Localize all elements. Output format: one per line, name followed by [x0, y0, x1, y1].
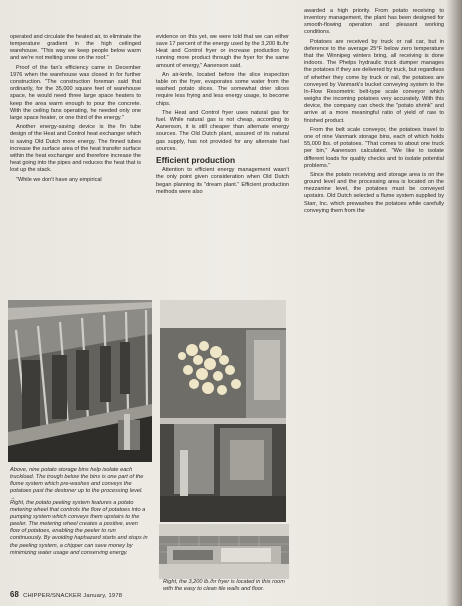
publication-info: CHIPPER/SNACKER January, 1978 — [23, 593, 123, 599]
photo-caption: Above, nine potato storage bins help isolate each truckload. The trough below the bins is one part of the flume system which pre-washes and conveys the potatoes past the destoner up to the processing level. → — [10, 467, 144, 502]
page-number: 68 — [10, 590, 20, 599]
fryer-room-photo — [159, 524, 289, 579]
paragraph: From the belt scale conveyor, the potatoes travel to one of nine Vanmark storage bins, each of which holds 55,000 lbs. of potatoes. "That comes to about one truck per bin," Aanenson calculated. "We like to isolate different loads for quality checks and to isolate potential problems." — [304, 126, 444, 169]
paragraph: An air-knife, located before the slice inspection table on the fryer, evaporates some water from the washed potato slices. The somewhat drier slices require less frying and less energy usage, to become chips. — [156, 71, 289, 107]
paragraph: The Heat and Control fryer uses natural gas for fuel. While natural gas is not cheap, according to Aanenson, it is still cheaper than alternate energy sources. The Old Dutch plant, assured of its natural gas supply, has not provided for any alternate fuel sources. — [156, 109, 289, 152]
paragraph: awarded a high priority. From potato receiving to inventory management, the plant has been designed for smooth-flowing operation and pleasant working conditions. — [304, 8, 444, 36]
text-column-3 — [304, 8, 444, 217]
paragraph: Since the potato receiving and storage area is on the ground level and the processing area is located on the mezzanine level, the potatoes must be conveyed upstairs. Old Dutch selected a flume system supplied by Starr, Inc. which prewashes the potatoes while carefully conveying them from the — [304, 172, 444, 214]
paragraph: operated and circulate the heated air, to eliminate the temperature gradient in the high ceilinged warehouse. "This way we keep people below warm and we're not melting snow on the roof." — [10, 34, 141, 62]
photo-caption: Right, the potato peeling system features a potato metering wheel that controls the flow of potatoes into a pumping system which conveys them upstairs to the peeler. The metering wheel creates a positive, even flow of potatoes, enabling the peeler to run continuously. By avoiding haphazard starts and stops in the peeling system, a chipper can save money by minimizing water usage and conserving energy. — [10, 500, 148, 556]
storage-bins-photo — [8, 300, 152, 462]
paragraph: "While we don't have any empirical — [16, 176, 102, 183]
paragraph: Potatoes are received by truck or rail car, but in deference to the average 25°F below zero temperature that the Winnipeg winters bring, all receiving is done indoors. The Phelps hydraulic truck dumper manages the potatoes if they are delivered by truck, but regardless of whether they come by truck or rail, the potatoes are conveyed by Vanmark's bucket conveying system to the In-Flow Resometric belt-type scale conveyor which weighs the incoming potatoes very accurately. With this device, the company can check the "potato shrink" and arrive at a more meaningful ratio of yield of raw to finished product. — [304, 38, 444, 124]
binding-shadow — [446, 0, 462, 606]
text-column-1 — [10, 34, 141, 186]
page-footer — [10, 590, 122, 599]
paragraph: Proof of the fan's efficiency came in December 1976 when the warehouse was closed in for further construction. "The construction foreman said that ordinarily, for the 35,000 square feet of warehouse space, he would need three large space heaters to keep the area warm enough to pour the concrete. With the ceiling fans operating, he needed only one large space heater, or one third of the energy." — [10, 64, 141, 121]
photo-caption: Right, the 3,200 lb./hr fryer is located in this room with the easy to clean tile walls and floor. — [163, 579, 285, 593]
peeling-system-photo — [160, 300, 286, 522]
text-column-2 — [156, 34, 289, 198]
section-heading: Efficient production — [156, 155, 236, 166]
paragraph: Attention to efficient energy management wasn't the only point given consideration when Old Dutch began planning its "dream plant." Efficient production methods were also — [156, 167, 289, 195]
paragraph: Another energy-saving device is the fin tube design of the Heat and Control heat exchanger which is saving Old Dutch more energy. The finned tubes increase the surface area of the heat transfer surface within the heat exchanger and therefore increase the heat going into the pipes and reduces the heat that is lost up the stack. — [10, 124, 141, 174]
paragraph: evidence on this yet, we were told that we can either save 17 percent of the energy used by the 3,200 lb./hr Heat and Control fryer or increase production by running more product through the fryer for the same amount of energy," Aanenson said. — [156, 34, 289, 69]
